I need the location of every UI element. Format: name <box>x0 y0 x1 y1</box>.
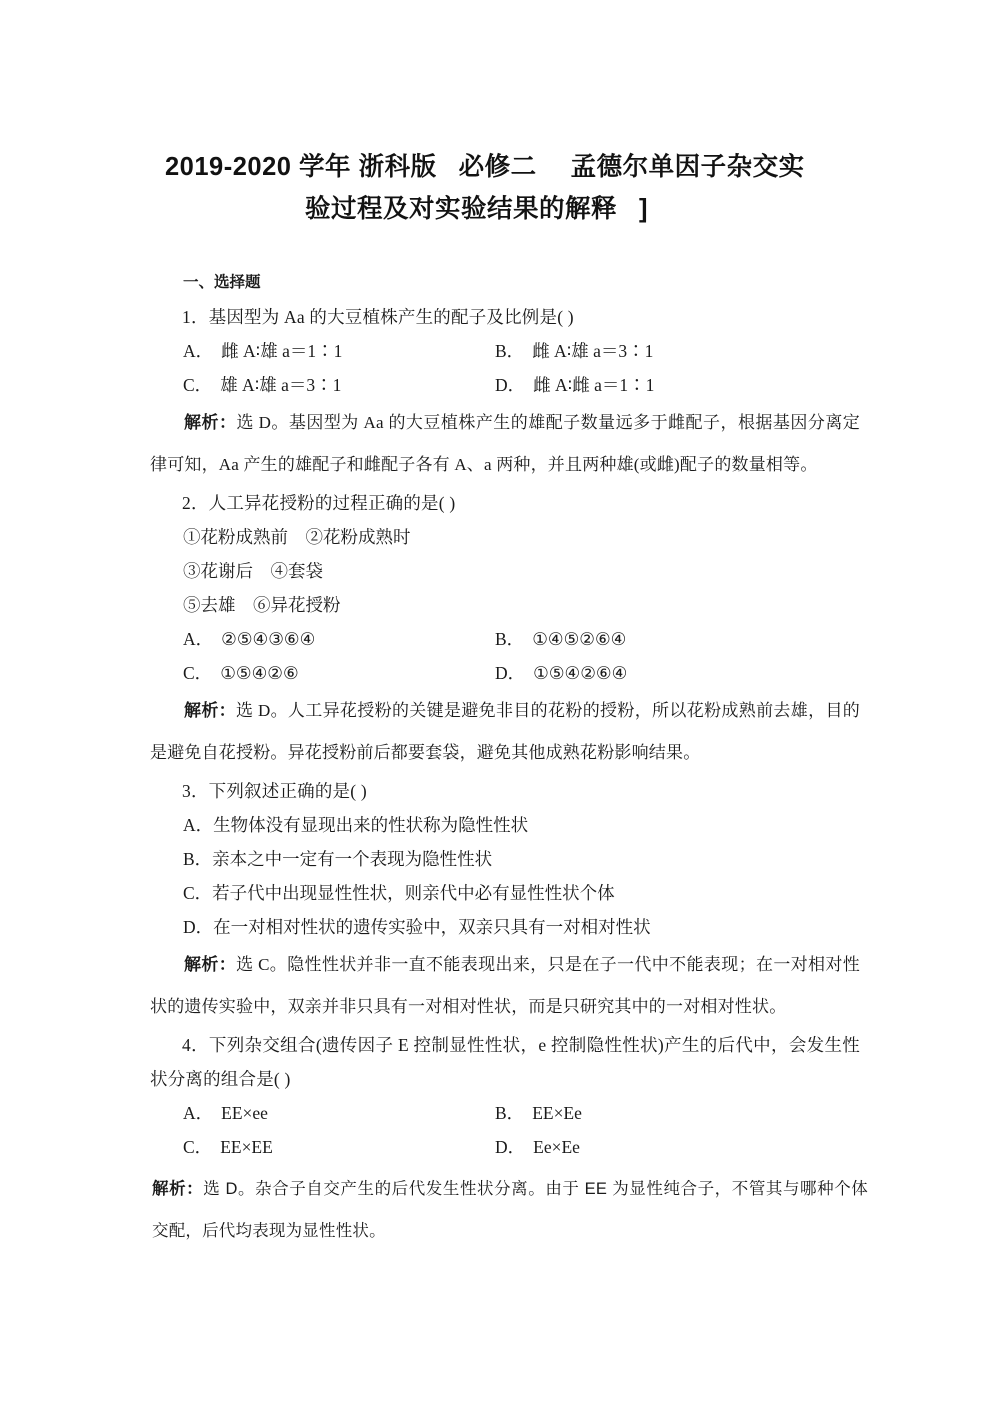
option-text: ②⑤④③⑥④ <box>221 629 316 649</box>
question-1-option-b[interactable] <box>495 334 807 368</box>
option-letter: D． <box>495 1137 526 1157</box>
question-2-option-a[interactable] <box>183 622 495 656</box>
page-title <box>165 146 865 230</box>
option-letter: C． <box>183 1137 213 1157</box>
explanation-label: 解析： <box>184 701 237 720</box>
question-3-option-b[interactable]: B．亲本之中一定有一个表现为隐性性状 <box>183 849 493 869</box>
option-letter: B． <box>495 1103 525 1123</box>
question-2-options-row-1 <box>0 622 1000 656</box>
option-text: EE×EE <box>220 1137 273 1157</box>
question-3-option-a[interactable]: A．生物体没有显现出来的性状称为隐性性状 <box>183 815 529 835</box>
option-letter: D． <box>495 375 526 395</box>
question-4-explanation <box>0 1168 1000 1252</box>
question-2-options-row-2 <box>0 656 1000 690</box>
question-2-explanation <box>0 690 1000 774</box>
title-line1-part2: 必修二 <box>458 153 537 181</box>
question-1-stem: 1．基因型为 Aa 的大豆植株产生的配子及比例是( ) <box>182 307 574 327</box>
question-3-explanation <box>0 944 1000 1028</box>
explanation-text: 选 D。杂合子自交产生的后代发生性状分离。由于 EE 为显性纯合子，不管其与哪种个体交配，后代均表现为显性性状。 <box>152 1180 868 1240</box>
question-4-option-b[interactable] <box>495 1096 807 1130</box>
question-4-option-a[interactable] <box>183 1096 495 1130</box>
question-2-subitem-2: ③花谢后 ④套袋 <box>183 561 323 581</box>
title-bracket: ] <box>639 195 649 223</box>
question-2-option-c[interactable] <box>183 656 495 690</box>
title-line2 <box>165 188 865 230</box>
option-letter: B． <box>495 341 525 361</box>
question-1-options-row-2 <box>0 368 1000 402</box>
option-text: EE×ee <box>221 1103 268 1123</box>
option-text: 雌 A∶雄 a＝3∶1 <box>532 341 654 361</box>
question-2-subitem-3: ⑤去雄 ⑥异花授粉 <box>183 595 341 615</box>
title-line1-part3: 孟德尔单因子杂交实 <box>570 153 805 181</box>
question-2-subitem-1: ①花粉成熟前 ②花粉成熟时 <box>183 527 411 547</box>
question-3-option-d[interactable]: D．在一对相对性状的遗传实验中，双亲只具有一对相对性状 <box>183 917 651 937</box>
explanation-text: 选 C。隐性性状并非一直不能表现出来，只是在子一代中不能表现；在一对相对性状的遗传实验中，双亲并非只具有一对相对性状，而是只研究其中的一对相对性状。 <box>150 955 860 1016</box>
explanation-label: 解析： <box>184 955 237 974</box>
question-2-option-d[interactable] <box>495 656 807 690</box>
option-text: Ee×Ee <box>533 1137 580 1157</box>
explanation-label: 解析： <box>184 413 237 432</box>
question-1-option-a[interactable] <box>183 334 495 368</box>
question-4-options-row-1 <box>0 1096 1000 1130</box>
option-text: 雄 A∶雄 a＝3∶1 <box>220 375 342 395</box>
question-1-option-d[interactable] <box>495 368 807 402</box>
option-letter: B． <box>495 629 525 649</box>
option-letter: C． <box>183 375 213 395</box>
section-heading: 一、选择题 <box>183 274 261 291</box>
option-letter: A． <box>183 1103 214 1123</box>
document-body <box>0 266 1000 1252</box>
explanation-label: 解析： <box>152 1180 204 1198</box>
question-3-stem: 3．下列叙述正确的是( ) <box>182 781 367 801</box>
title-line2-text: 验过程及对实验结果的解释 <box>305 195 618 223</box>
option-text: ①⑤④②⑥ <box>220 663 299 683</box>
option-text: ①④⑤②⑥④ <box>532 629 627 649</box>
question-1-explanation <box>0 402 1000 486</box>
question-2-option-b[interactable] <box>495 622 807 656</box>
option-text: 雌 A∶雄 a＝1∶1 <box>221 341 343 361</box>
question-4-stem: 4．下列杂交组合(遗传因子 E 控制显性性状，e 控制隐性性状)产生的后代中，会发生性状分离的组合是( ) <box>150 1035 860 1089</box>
explanation-text: 选 D。基因型为 Aa 的大豆植株产生的雄配子数量远多于雌配子，根据基因分离定律可知，Aa 产生的雄配子和雌配子各有 A、a 两种，并且两种雄(或雌)配子的数量相等。 <box>150 413 860 474</box>
option-text: 雌 A∶雌 a＝1∶1 <box>533 375 655 395</box>
option-letter: D． <box>495 663 526 683</box>
question-3-option-c[interactable]: C．若子代中出现显性性状，则亲代中必有显性性状个体 <box>183 883 615 903</box>
option-letter: A． <box>183 629 214 649</box>
question-1-option-c[interactable] <box>183 368 495 402</box>
question-4-option-c[interactable] <box>183 1130 495 1164</box>
question-4-options-row-2 <box>0 1130 1000 1164</box>
title-line1-part1: 2019-2020 学年 浙科版 <box>165 153 437 181</box>
question-2-stem: 2．人工异花授粉的过程正确的是( ) <box>182 493 456 513</box>
explanation-text: 选 D。人工异花授粉的关键是避免非目的花粉的授粉，所以花粉成熟前去雄，目的是避免自花授粉。异花授粉前后都要套袋，避免其他成熟花粉影响结果。 <box>150 701 860 762</box>
option-text: EE×Ee <box>532 1103 582 1123</box>
option-text: ①⑤④②⑥④ <box>533 663 628 683</box>
question-4-option-d[interactable] <box>495 1130 807 1164</box>
question-1-options-row-1 <box>0 334 1000 368</box>
option-letter: A． <box>183 341 214 361</box>
option-letter: C． <box>183 663 213 683</box>
